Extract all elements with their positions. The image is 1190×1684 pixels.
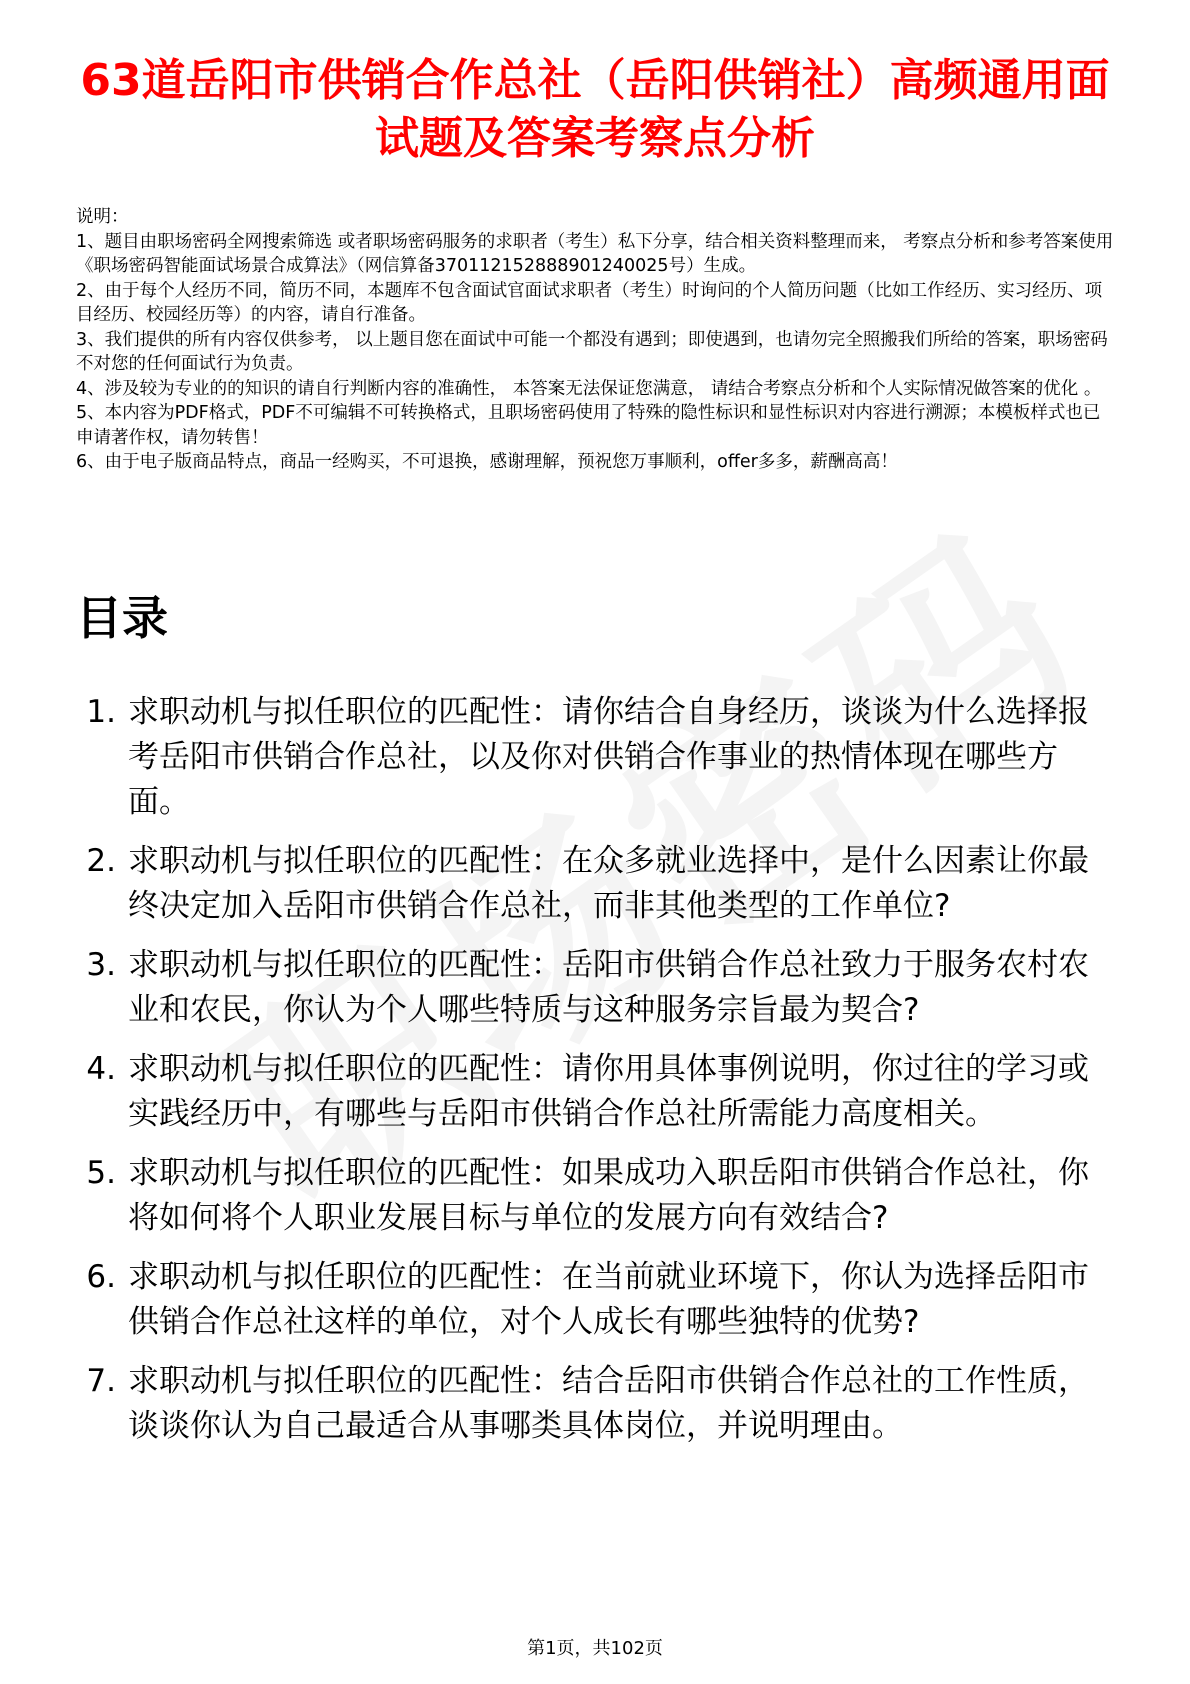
toc-item[interactable] (76, 1359, 1116, 1449)
document-title: 63道岳阳市供销合作总社（岳阳供销社）高频通用面试题及答案考察点分析 (80, 55, 1110, 164)
toc-item-text: 求职动机与拟任职位的匹配性：在当前就业环境下，你认为选择岳阳市供销合作总社这样的单位，对个人成长有哪些独特的优势? (128, 1259, 1089, 1340)
note-item: 3、我们提供的所有内容仅供参考， 以上题目您在面试中可能一个都没有遇到；即使遇到，也请勿完全照搬我们所给的答案，职场密码不对您的任何面试行为负责。 (76, 329, 1108, 374)
page-footer: 第1页，共102页 (527, 1638, 663, 1659)
toc-item-text: 求职动机与拟任职位的匹配性：请你用具体事例说明，你过往的学习或实践经历中，有哪些与岳阳市供销合作总社所需能力高度相关。 (128, 1051, 1089, 1132)
toc-item-text: 求职动机与拟任职位的匹配性：在众多就业选择中，是什么因素让你最终决定加入岳阳市供销合作总社，而非其他类型的工作单位? (128, 843, 1089, 924)
toc-list (76, 690, 1116, 1463)
toc-item-text: 求职动机与拟任职位的匹配性：请你结合自身经历，谈谈为什么选择报考岳阳市供销合作总社，以及你对供销合作事业的热情体现在哪些方面。 (128, 694, 1089, 820)
toc-item-number: 1. (86, 694, 116, 730)
notes-section (76, 205, 1116, 475)
notes-heading: 说明： (76, 207, 129, 227)
toc-heading: 目录 (76, 591, 168, 645)
toc-item-text: 求职动机与拟任职位的匹配性：如果成功入职岳阳市供销合作总社，你将如何将个人职业发展目标与单位的发展方向有效结合? (128, 1155, 1089, 1236)
toc-item-text: 求职动机与拟任职位的匹配性：岳阳市供销合作总社致力于服务农村农业和农民，你认为个人哪些特质与这种服务宗旨最为契合? (128, 947, 1089, 1028)
toc-item-number: 3. (86, 947, 116, 983)
note-item: 2、由于每个人经历不同，简历不同，本题库不包含面试官面试求职者（考生）时询问的个人简历问题（比如工作经历、实习经历、项目经历、校园经历等）的内容，请自行准备。 (76, 280, 1103, 325)
note-item: 1、题目由职场密码全网搜索筛选 或者职场密码服务的求职者（考生）私下分享，结合相关资料整理而来， 考察点分析和参考答案使用《职场密码智能面试场景合成算法》（网信算备370112152888901240025号）生成。 (76, 231, 1114, 276)
toc-item-number: 5. (86, 1155, 116, 1191)
note-item: 5、本内容为PDF格式，PDF不可编辑不可转换格式，且职场密码使用了特殊的隐性标识和显性标识对内容进行溯源；本模板样式也已申请著作权，请勿转售！ (76, 403, 1101, 448)
toc-item-number: 2. (86, 843, 116, 879)
toc-item[interactable] (76, 690, 1116, 825)
toc-item[interactable] (76, 1151, 1116, 1241)
toc-item-number: 6. (86, 1259, 116, 1295)
note-item: 6、由于电子版商品特点，商品一经购买，不可退换，感谢理解，预祝您万事顺利，offer多多，薪酬高高！ (76, 452, 898, 472)
toc-item-number: 4. (86, 1051, 116, 1087)
toc-item-number: 7. (86, 1363, 116, 1399)
toc-item-text: 求职动机与拟任职位的匹配性：结合岳阳市供销合作总社的工作性质，谈谈你认为自己最适合从事哪类具体岗位，并说明理由。 (128, 1363, 1089, 1444)
note-item: 4、涉及较为专业的的知识的请自行判断内容的准确性， 本答案无法保证您满意， 请结合考察点分析和个人实际情况做答案的优化 。 (76, 378, 1102, 399)
toc-item[interactable] (76, 839, 1116, 929)
toc-item[interactable] (76, 1255, 1116, 1345)
toc-item[interactable] (76, 1047, 1116, 1137)
toc-item[interactable] (76, 943, 1116, 1033)
